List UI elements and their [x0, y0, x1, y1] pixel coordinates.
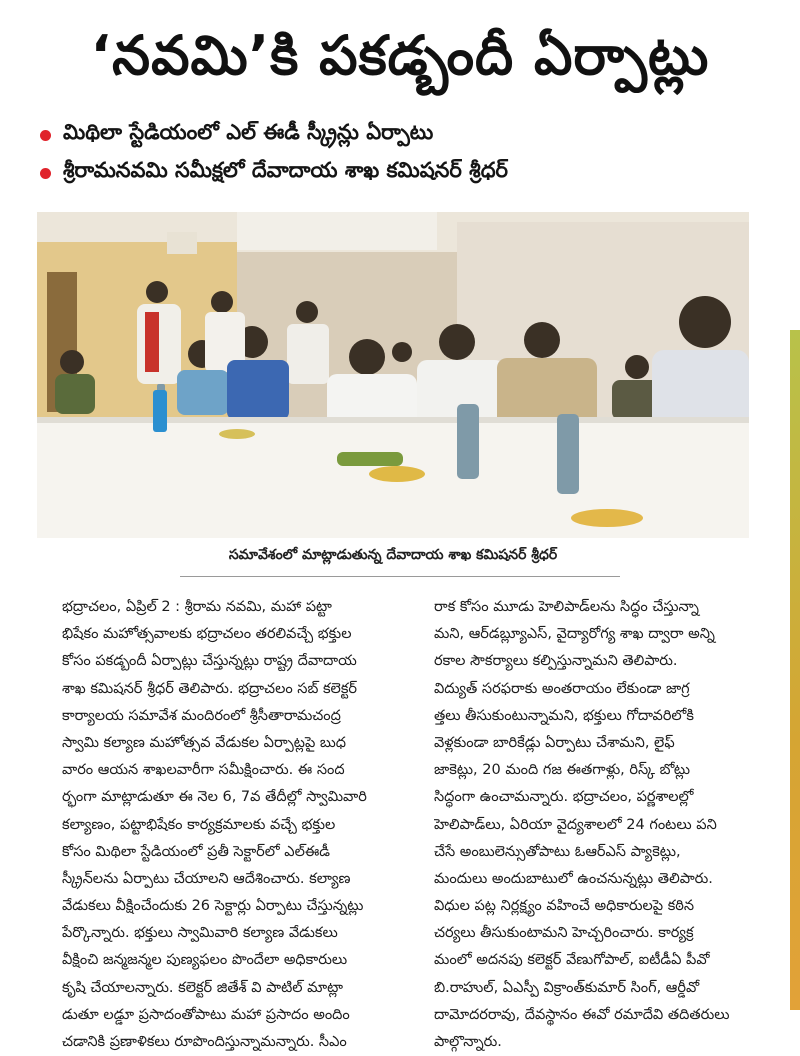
subheadline-item [40, 116, 760, 154]
page-edge-strip [790, 330, 800, 1010]
article-line: వేడుకలు వీక్షించేందుకు 26 సెక్టార్లు ఏర్పాటు చేస్తున్నట్లు [62, 898, 364, 915]
article-line: రాక కోసం మూడు హెలిపాడ్‌లను సిద్ధం చేస్తున్నా [434, 599, 699, 615]
article-line: జాకెట్లు, 20 మంది గజ ఈతగాళ్లు, రిస్క్ బోట్లు [434, 762, 691, 779]
headline: ‘నవమి’కి పకడ్బందీ ఏర్పాట్లు [90, 24, 710, 87]
article-column-left [62, 594, 410, 1050]
article-line: సిద్ధంగా ఉంచామన్నారు. భద్రాచలం, పర్ణశాలల్లో [434, 789, 694, 806]
article-line: వారం ఆయన శాఖలవారీగా సమీక్షించారు. ఈ సంద [62, 762, 345, 779]
article-line: కల్యాణం, పట్టాభిషేకం కార్యక్రమాలకు వచ్చే భక్తుల [62, 816, 336, 833]
article-line: పేర్కొన్నారు. భక్తులు స్వామివారి కల్యాణ వేడుకలు [62, 925, 338, 942]
article-line: కోసం పకడ్బందీ ఏర్పాట్లు చేస్తున్నట్లు రాష్ట్ర దేవాదాయ [62, 653, 357, 670]
article-line: హెలిపాడ్‌లు, ఏరియా వైద్యశాలలో 24 గంటలు పని [434, 816, 717, 833]
article-line: స్వామి కల్యాణ మహోత్సవ వేడుకల ఏర్పాట్లపై బుధ [62, 734, 347, 751]
article-line: స్క్రీన్‌లను ఏర్పాటు చేయాలని ఆదేశించారు. కల్యాణ [62, 870, 351, 887]
article-line: చడానికి ప్రణాళికలు రూపొందిస్తున్నామన్నారు. సీఎం [62, 1034, 347, 1050]
article-column-right [434, 594, 782, 1050]
article-line: ర్భంగా మాట్లాడుతూ ఈ నెల 6, 7వ తేదీల్లో స్వామివారి [62, 789, 367, 806]
subheadline-list [40, 116, 760, 192]
article-line: భద్రాచలం, ఏప్రిల్ 2 : శ్రీరామ నవమి, మహా పట్టా [62, 599, 332, 615]
subheadline-item [40, 154, 760, 192]
article-line: త్తలు తీసుకుంటున్నామని, భక్తులు గోదావరిలోకి [434, 707, 694, 724]
article-line: వీక్షించి జన్మజన్మల పుణ్యఫలం పొందేలా అధికారులు [62, 952, 348, 969]
article-line: కార్యాలయ సమావేశ మందిరంలో శ్రీసీతారామచంద్ర [62, 707, 341, 724]
article-line: డుతూ లడ్డూ ప్రసాదంతోపాటు మహా ప్రసాదం అందిం [62, 1006, 350, 1023]
meeting-photo [37, 212, 749, 538]
bullet-dot-icon [40, 168, 51, 179]
article-line: దామోదరరావు, దేవస్థానం ఈవో రమాదేవి తదితరులు [434, 1006, 730, 1023]
article-line: విధుల పట్ల నిర్లక్ష్యం వహించే అధికారులపై కఠిన [434, 898, 695, 915]
subheadline-text: శ్రీరామనవమి సమీక్షలో దేవాదాయ శాఖ కమిషనర్ శ్రీధర్ [63, 158, 509, 182]
article-line: మని, ఆర్‌డబ్ల్యూఎస్, వైద్యారోగ్య శాఖ ద్వారా అన్ని [434, 626, 715, 643]
caption-divider [180, 576, 620, 577]
article-line: కృషి చేయాలన్నారు. కలెక్టర్ జితేశ్ వి పాటిల్ మాట్లా [62, 979, 344, 996]
article-line: మంలో అదనపు కలెక్టర్ వేణుగోపాల్, ఐటీడీఏ పీవో [434, 952, 710, 969]
subheadline-text: మిథిలా స్టేడియంలో ఎల్ ఈడీ స్క్రీన్లు ఏర్పాటు [63, 120, 434, 144]
article-line: భిషేకం మహోత్సవాలకు భద్రాచలం తరలివచ్చే భక్తుల [62, 626, 352, 643]
article-line: పాల్గొన్నారు. [434, 1034, 502, 1050]
article-line: మందులు అందుబాటులో ఉంచనున్నట్లు తెలిపారు. [434, 870, 713, 887]
photo-caption: సమావేశంలో మాట్లాడుతున్న దేవాదాయ శాఖ కమిషనర్ శ్రీధర్ [228, 547, 558, 563]
article-line: వెళ్లకుండా బారికేడ్లు ఏర్పాటు చేశామని, లైఫ్ [434, 734, 675, 751]
article-line: విద్యుత్ సరఫరాకు అంతరాయం లేకుండా జాగ్ర [434, 680, 690, 697]
article-line: శాఖ కమిషనర్ శ్రీధర్ తెలిపారు. భద్రాచలం సబ్ కలెక్టర్ [62, 680, 357, 697]
article-line: బి.రాహుల్, ఏఎస్పీ విక్రాంత్‌కుమార్ సింగ్, ఆర్డీవో [434, 979, 700, 996]
bullet-dot-icon [40, 130, 51, 141]
article-body [62, 594, 782, 1050]
article-line: చేసే అంబులెన్సుతోపాటు ఓఆర్ఎస్ ప్యాకెట్లు, [434, 843, 681, 860]
article-line: రకాల సౌకర్యాలు కల్పిస్తున్నామని తెలిపారు. [434, 653, 678, 670]
article-line: చర్యలు తీసుకుంటామని హెచ్చరించారు. కార్యక్ర [434, 925, 694, 942]
article-line: కోసం మిథిలా స్టేడియంలో ప్రతీ సెక్టార్‌లో ఎల్ఈడీ [62, 843, 331, 860]
